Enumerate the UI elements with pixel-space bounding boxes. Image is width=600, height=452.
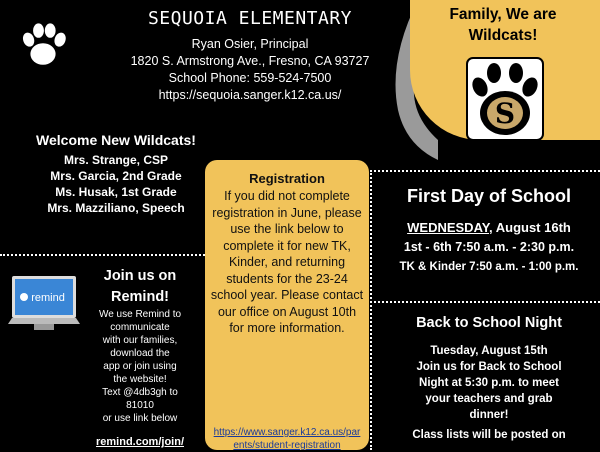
staff-item: Mrs. Garcia, 2nd Grade [50, 169, 182, 183]
remind-title-line1: Join us on [103, 268, 177, 284]
bts-line: Night at 5:30 p.m. to meet [419, 377, 559, 389]
remind-line: app or join using [103, 361, 177, 372]
first-day-date [378, 220, 600, 235]
remind-line: Text @4db3gh to [102, 387, 178, 398]
banner-slogan [418, 4, 588, 46]
welcome-heading: Welcome New Wildcats! [36, 132, 196, 148]
bts-line: dinner! [469, 409, 509, 421]
bts-line: your teachers and grab [425, 393, 553, 405]
first-day-title: First Day of School [406, 186, 572, 206]
first-day-weekday: WEDNESDAY [407, 220, 489, 235]
remind-line: 81010 [126, 400, 154, 411]
logo-letter: S [494, 97, 516, 130]
school-name: SEQUOIA ELEMENTARY [147, 8, 353, 29]
remind-line: or use link below [102, 413, 178, 424]
remind-line: with our families, [102, 335, 178, 346]
registration-body: If you did not complete registration in June, please use the link below to complete it for new TK, Kinder, and returning students for the 23-24 school year. Please contact our office on August 10th for more information. [210, 189, 364, 335]
divider-right-top [370, 170, 600, 172]
remind-line: We use Remind to [98, 309, 182, 320]
staff-item: Mrs. Strange, CSP [63, 153, 169, 167]
school-website-link[interactable]: https://sequoia.sanger.k12.ca.us/ [158, 88, 342, 102]
school-contact-block [120, 36, 380, 104]
first-day-grades-time: 1st - 6th 7:50 a.m. - 2:30 p.m. [403, 240, 575, 254]
divider-vertical [370, 170, 372, 450]
paw-print-icon [16, 18, 70, 72]
bts-line: Class lists will be posted on [412, 429, 566, 441]
back-to-school-body [378, 343, 600, 443]
welcome-staff-list [6, 152, 226, 216]
staff-item: Ms. Husak, 1st Grade [55, 185, 177, 199]
registration-card [205, 160, 369, 450]
registration-title: Registration [249, 171, 325, 186]
remind-join-link[interactable]: remind.com/join/ [95, 436, 184, 448]
back-to-school-title: Back to School Night [416, 315, 562, 331]
school-phone: School Phone: 559-524-7500 [168, 71, 332, 85]
staff-item: Mrs. Mazziliano, Speech [47, 201, 185, 215]
first-day-tk-time: TK & Kinder 7:50 a.m. - 1:00 p.m. [399, 261, 579, 273]
divider-right-middle [370, 301, 600, 303]
remind-body [80, 308, 200, 425]
first-day-date-text: , August 16th [489, 220, 571, 235]
banner-slogan-line2: Wildcats! [468, 27, 538, 44]
remind-line: download the [110, 348, 170, 359]
remind-line: communicate [110, 322, 170, 333]
divider-left [0, 254, 205, 256]
remind-line: the website! [113, 374, 167, 385]
principal-name: Ryan Osier, Principal [191, 37, 309, 51]
bts-line: Join us for Back to School [416, 361, 562, 373]
banner-slogan-line1: Family, We are [449, 6, 557, 23]
wildcats-paw-logo [466, 57, 544, 141]
remind-app-label: remind [31, 292, 65, 304]
laptop-icon [8, 274, 80, 332]
school-address: 1820 S. Armstrong Ave., Fresno, CA 93727 [130, 54, 370, 68]
remind-title [80, 266, 200, 308]
bts-line: Tuesday, August 15th [430, 345, 548, 357]
registration-link[interactable]: https://www.sanger.k12.ca.us/parents/student-registration [213, 427, 361, 451]
remind-title-line2: Remind! [111, 289, 169, 305]
